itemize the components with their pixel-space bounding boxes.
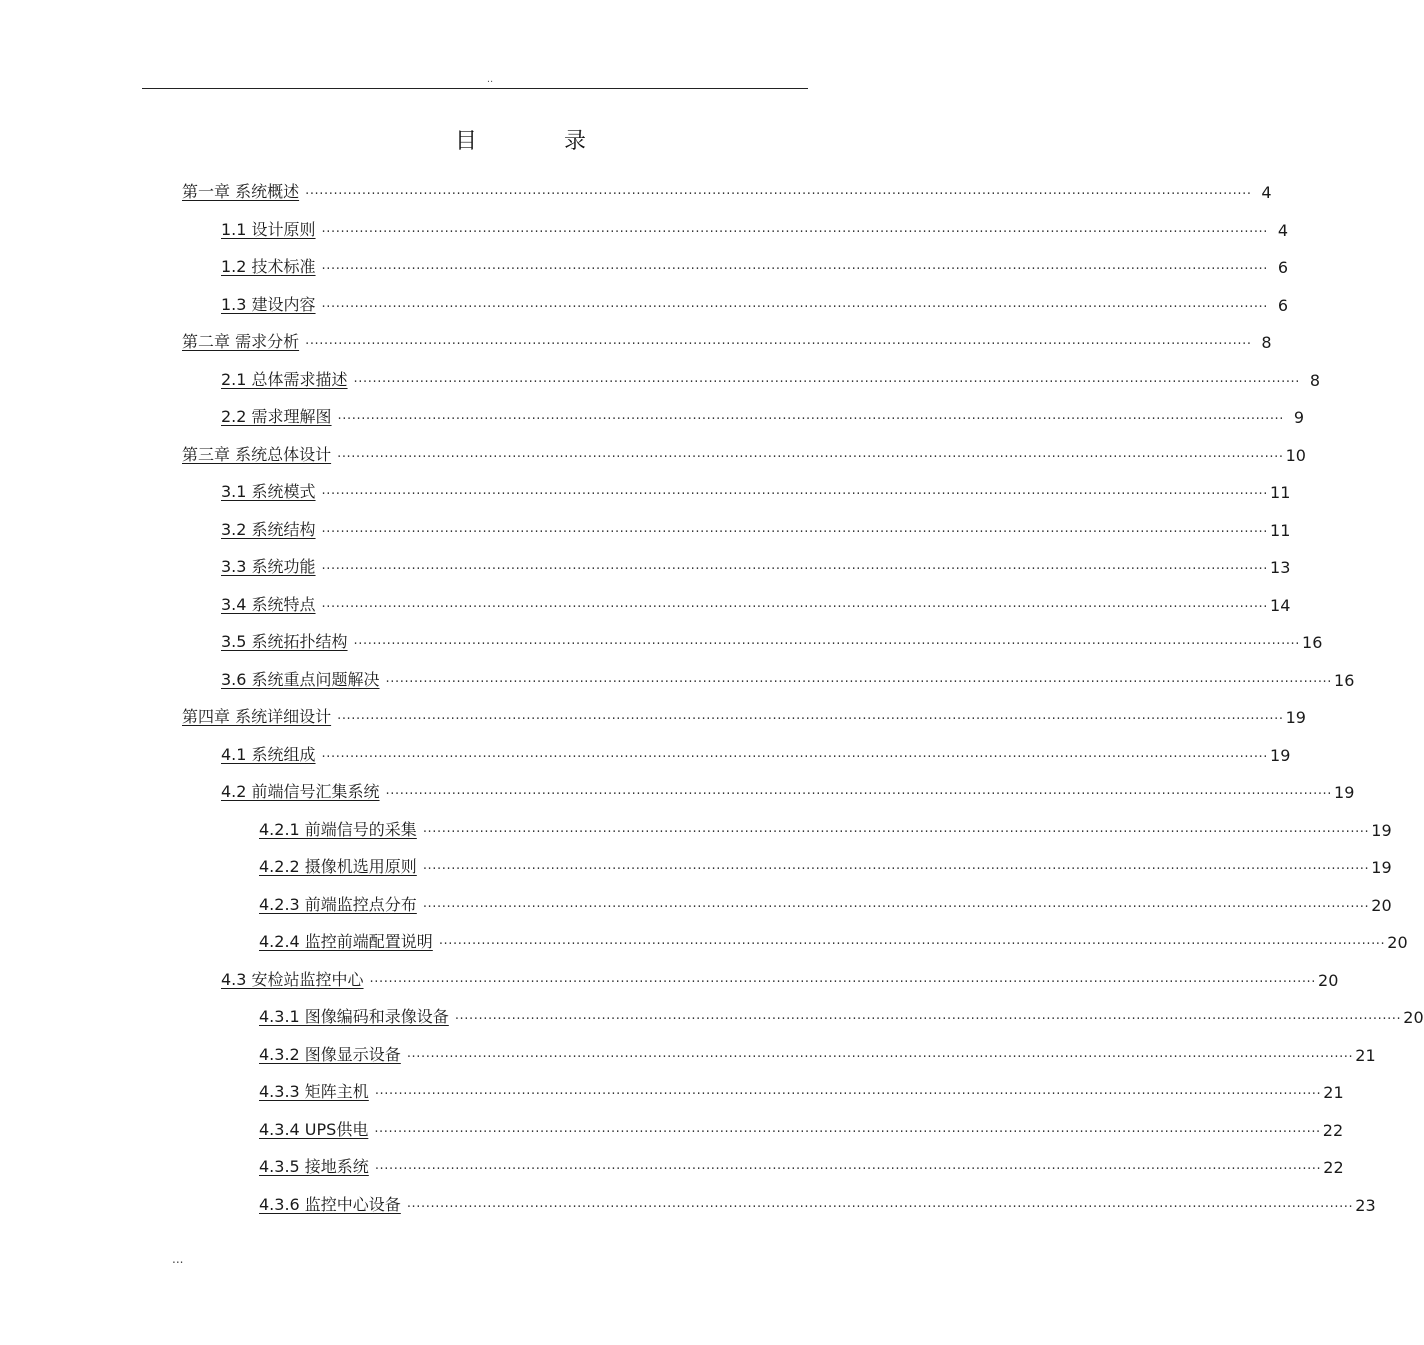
toc-entry-label: 4.3.5 接地系统 xyxy=(259,1157,369,1176)
toc-entry-page: 10 xyxy=(1285,445,1306,465)
toc-entry-label: 第三章 系统总体设计 xyxy=(182,444,332,464)
toc-entry[interactable] xyxy=(221,654,1355,690)
toc-entry-page: 19 xyxy=(1334,783,1355,802)
toc-entry[interactable] xyxy=(221,466,1291,502)
toc-entry-page: 11 xyxy=(1270,483,1291,502)
toc-entry[interactable] xyxy=(221,504,1291,540)
toc-entry-page: 20 xyxy=(1403,1008,1424,1027)
toc-entry[interactable] xyxy=(221,354,1321,390)
toc-dot-leader: ........................................................................................................................................................................................................ xyxy=(321,520,1269,536)
toc-entry-page: 4 xyxy=(1261,183,1272,202)
toc-dot-leader: ........................................................................................................................................................................................................ xyxy=(454,1008,1402,1023)
toc-entry-page: 16 xyxy=(1302,633,1323,652)
toc-entry-page: 19 xyxy=(1285,708,1306,727)
toc-entry-label: 第一章 系统概述 xyxy=(182,182,300,201)
toc-entry[interactable] xyxy=(259,879,1392,915)
toc-dot-leader: ........................................................................................................................................................................................................ xyxy=(353,633,1301,648)
toc-dot-leader: ........................................................................................................................................................................................................ xyxy=(385,670,1333,686)
toc-dot-leader: ........................................................................................................................................................................................................ xyxy=(406,1045,1354,1061)
toc-entry-label: 4.3.4 UPS供电 xyxy=(259,1119,369,1139)
toc-entry-label: 第二章 需求分析 xyxy=(182,332,300,351)
toc-entry-page: 21 xyxy=(1355,1045,1376,1065)
toc-entry-label: 4.3 安检站监控中心 xyxy=(221,969,364,989)
toc-dot-leader: ........................................................................................................................................................................................................ xyxy=(305,333,1252,348)
toc-dot-leader: ........................................................................................................................................................................................................ xyxy=(321,595,1269,611)
toc-entry[interactable] xyxy=(259,841,1392,877)
toc-entry-label: 1.2 技术标准 xyxy=(221,257,316,276)
toc-entry[interactable] xyxy=(182,166,1272,202)
toc-entry-page: 9 xyxy=(1293,408,1305,427)
toc-dot-leader: ........................................................................................................................................................................................................ xyxy=(385,783,1333,798)
toc-entry-label: 4.2.4 监控前端配置说明 xyxy=(259,932,433,951)
toc-entry-label: 4.3.3 矩阵主机 xyxy=(259,1082,369,1101)
toc-entry-page: 20 xyxy=(1371,895,1392,915)
toc-entry[interactable] xyxy=(221,391,1305,427)
header-rule xyxy=(142,88,808,89)
toc-entry-page: 20 xyxy=(1387,933,1408,952)
toc-entry[interactable] xyxy=(221,766,1355,802)
toc-entry-page: 21 xyxy=(1323,1083,1344,1102)
toc-dot-leader: ........................................................................................................................................................................................................ xyxy=(337,408,1285,423)
toc-dot-leader: ........................................................................................................................................................................................................ xyxy=(337,445,1284,461)
toc-entry-label: 4.3.6 监控中心设备 xyxy=(259,1194,401,1214)
toc-entry-label: 3.3 系统功能 xyxy=(221,557,316,576)
toc-entry-page: 19 xyxy=(1371,820,1392,840)
toc-dot-leader: ........................................................................................................................................................................................................ xyxy=(321,220,1269,236)
toc-entry-label: 3.1 系统模式 xyxy=(221,482,316,501)
toc-dot-leader: ........................................................................................................................................................................................................ xyxy=(406,1195,1354,1211)
toc-dot-leader: ........................................................................................................................................................................................................ xyxy=(374,1158,1322,1173)
toc-dot-leader: ........................................................................................................................................................................................................ xyxy=(374,1083,1322,1098)
toc-entry[interactable] xyxy=(221,579,1291,615)
toc-dot-leader: ........................................................................................................................................................................................................ xyxy=(337,708,1284,723)
toc-entry-page: 22 xyxy=(1322,1120,1344,1140)
toc-entry-page: 22 xyxy=(1323,1158,1344,1177)
toc-entry-label: 4.1 系统组成 xyxy=(221,744,316,764)
toc-entry[interactable] xyxy=(221,616,1323,652)
toc-entry-label: 3.6 系统重点问题解决 xyxy=(221,669,380,689)
toc-entry-page: 13 xyxy=(1270,558,1291,577)
toc-entry[interactable] xyxy=(259,916,1408,952)
toc-entry-page: 8 xyxy=(1261,333,1272,352)
toc-entry[interactable] xyxy=(259,1029,1376,1065)
toc-entry[interactable] xyxy=(221,279,1289,315)
toc-dot-leader: ........................................................................................................................................................................................................ xyxy=(422,858,1370,873)
toc-entry[interactable] xyxy=(182,316,1272,352)
toc-entry-label: 3.2 系统结构 xyxy=(221,519,316,539)
toc-entry-page: 16 xyxy=(1334,670,1355,690)
toc-entry-page: 20 xyxy=(1318,970,1339,990)
toc-dot-leader: ........................................................................................................................................................................................................ xyxy=(422,820,1370,836)
toc-entry-page: 6 xyxy=(1277,295,1289,315)
toc-entry-label: 2.1 总体需求描述 xyxy=(221,369,348,389)
toc-entry[interactable] xyxy=(221,241,1289,277)
toc-entry[interactable] xyxy=(182,429,1306,465)
toc-entry[interactable] xyxy=(221,541,1291,577)
toc-entry[interactable] xyxy=(182,691,1306,727)
toc-entry-page: 14 xyxy=(1270,595,1291,615)
header-mark: .. xyxy=(486,74,494,85)
toc-dot-leader: ........................................................................................................................................................................................................ xyxy=(321,483,1269,498)
toc-entry-label: 第四章 系统详细设计 xyxy=(182,707,332,726)
footer-mark: ... xyxy=(172,1252,184,1266)
toc-entry-label: 4.2 前端信号汇集系统 xyxy=(221,782,380,801)
toc-entry-label: 1.1 设计原则 xyxy=(221,219,316,239)
toc-entry-label: 3.4 系统特点 xyxy=(221,594,316,614)
toc-entry[interactable] xyxy=(259,1141,1344,1177)
toc-entry-label: 4.3.1 图像编码和录像设备 xyxy=(259,1007,449,1026)
toc-dot-leader: ........................................................................................................................................................................................................ xyxy=(321,295,1269,311)
toc-title: 目 录 xyxy=(455,129,626,154)
toc-entry[interactable] xyxy=(259,804,1392,840)
toc-entry-page: 19 xyxy=(1371,858,1392,877)
toc-entry-page: 4 xyxy=(1277,220,1289,240)
toc-dot-leader: ........................................................................................................................................................................................................ xyxy=(369,970,1317,986)
toc-entry-label: 4.2.3 前端监控点分布 xyxy=(259,894,417,914)
toc-entry[interactable] xyxy=(259,1066,1344,1102)
toc-dot-leader: ........................................................................................................................................................................................................ xyxy=(321,745,1269,761)
toc-entry-page: 8 xyxy=(1309,370,1321,390)
toc-entry[interactable] xyxy=(221,204,1289,240)
toc-entry-label: 4.2.2 摄像机选用原则 xyxy=(259,857,417,876)
toc-dot-leader: ........................................................................................................................................................................................................ xyxy=(321,558,1269,573)
toc-entry-label: 3.5 系统拓扑结构 xyxy=(221,632,348,651)
toc-entry-page: 6 xyxy=(1277,258,1289,277)
toc-entry[interactable] xyxy=(221,729,1291,765)
toc-entry-page: 19 xyxy=(1270,745,1291,765)
toc-entry-label: 4.3.2 图像显示设备 xyxy=(259,1044,401,1064)
toc-entry[interactable] xyxy=(259,1104,1344,1140)
toc-entry-page: 11 xyxy=(1270,520,1291,540)
toc-dot-leader: ........................................................................................................................................................................................................ xyxy=(321,258,1269,273)
toc-dot-leader: ........................................................................................................................................................................................................ xyxy=(438,933,1386,948)
toc-entry-page: 23 xyxy=(1355,1195,1376,1215)
toc-entry[interactable] xyxy=(221,954,1339,990)
toc-entry-label: 2.2 需求理解图 xyxy=(221,407,332,426)
toc-entry-label: 1.3 建设内容 xyxy=(221,294,316,314)
toc-dot-leader: ........................................................................................................................................................................................................ xyxy=(305,183,1252,198)
toc-dot-leader: ........................................................................................................................................................................................................ xyxy=(353,370,1301,386)
toc-entry[interactable] xyxy=(259,991,1424,1027)
toc-entry[interactable] xyxy=(259,1179,1376,1215)
toc-entry-label: 4.2.1 前端信号的采集 xyxy=(259,819,417,839)
toc-dot-leader: ........................................................................................................................................................................................................ xyxy=(422,895,1370,911)
toc-dot-leader: ........................................................................................................................................................................................................ xyxy=(374,1120,1321,1136)
